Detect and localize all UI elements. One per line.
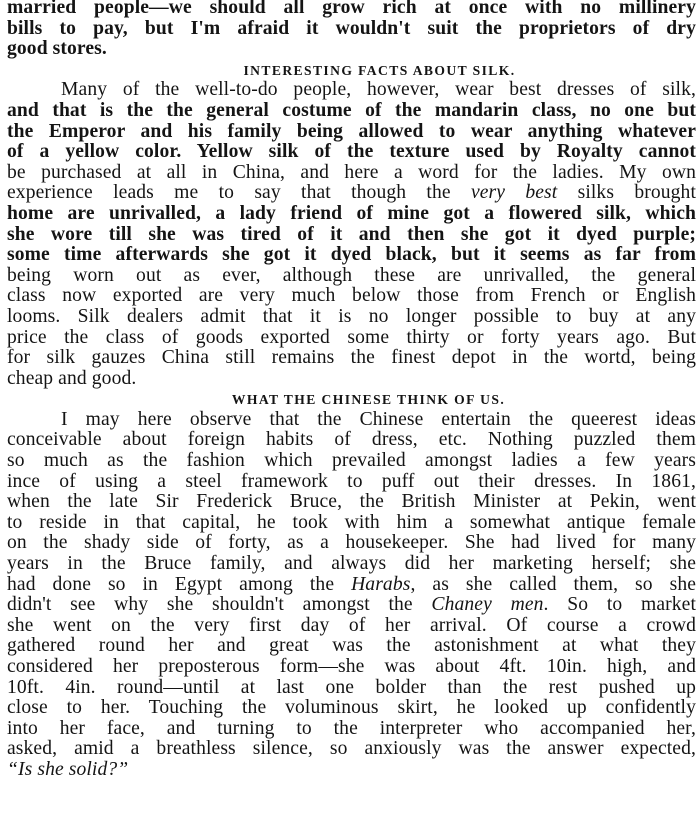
- text-line: when the late Sir Frederick Bruce, the British Minister at Pekin, went: [7, 491, 696, 513]
- text-line: be purchased at all in China, and here a word for the ladies. My own: [7, 161, 696, 183]
- text-line: married people—we should all grow rich at once with no millinery: [7, 0, 696, 18]
- text-span: experience leads me to say that though the: [7, 182, 471, 204]
- text-line: she went on the very first day of her arrival. Of course a crowd: [7, 614, 696, 636]
- text-span: didn't see why she shouldn't amongst the: [7, 594, 432, 616]
- text-line: asked, amid a breathless silence, so anxiously was the answer expected,: [7, 738, 696, 760]
- emphasis-text: very best: [470, 182, 558, 204]
- text-line: good stores.: [7, 38, 107, 60]
- text-line: for silk gauzes China still remains the finest depot in the wortd, being: [7, 347, 696, 369]
- text-line: she wore till she was tired of it and then she got it dyed purple;: [7, 223, 696, 245]
- text-line: price the class of goods exported some thirty or forty years ago. But: [7, 326, 696, 348]
- text-line: being worn out as ever, although these are unrivalled, the general: [7, 264, 696, 286]
- text-line: into her face, and turning to the interpreter who accompanied her,: [7, 717, 696, 739]
- emphasis-text: Harabs: [351, 573, 411, 595]
- section-heading-silk: INTERESTING FACTS ABOUT SILK.: [243, 62, 516, 78]
- text-line: bills to pay, but I'm afraid it wouldn't suit the proprietors of dry: [7, 17, 696, 39]
- text-span: , as she called them, so she: [410, 573, 697, 595]
- paragraph-first-line: Many of the well-to-do people, however, wear best dresses of silk,: [61, 79, 696, 101]
- text-line: cheap and good.: [7, 367, 137, 389]
- text-line-with-emphasis: [7, 595, 696, 616]
- closing-quote: [7, 760, 696, 781]
- text-line: conceivable about foreign habits of dress, etc. Nothing puzzled them: [7, 429, 696, 451]
- text-span: silks brought: [557, 182, 696, 204]
- text-line: years in the Bruce family, and always did her marketing herself; she: [7, 553, 696, 575]
- text-line: gathered round her and great was the astonishment at what they: [7, 635, 696, 657]
- text-span: had done so in Egypt among the: [7, 573, 352, 595]
- text-line: close to her. Touching the voluminous skirt, he looked up confidently: [7, 697, 696, 719]
- text-line-with-emphasis: [7, 183, 696, 204]
- text-line: on the shady side of forty, as a housekeeper. She had lived for many: [7, 532, 696, 554]
- paragraph-first-line: I may here observe that the Chinese entertain the queerest ideas: [61, 408, 696, 430]
- text-line: 10ft. 4in. round—until at last one bolder than the rest pushed up: [7, 676, 696, 698]
- text-line: the Emperor and his family being allowed to wear anything whatever: [7, 120, 696, 142]
- section-heading-chinese: WHAT THE CHINESE THINK OF US.: [231, 392, 506, 408]
- text-line: some time afterwards she got it dyed black, but it seems as far from: [7, 244, 696, 266]
- text-line: ince of using a steel framework to puff out their dresses. In 1861,: [7, 470, 696, 492]
- emphasis-text: Chaney men: [431, 594, 544, 616]
- text-line: so much as the fashion which prevailed amongst ladies a few years: [7, 450, 696, 472]
- text-span: . So to market: [543, 594, 696, 616]
- text-line: and that is the the general costume of the mandarin class, no one but: [7, 99, 696, 121]
- text-line: to reside in that capital, he took with him a somewhat antique female: [7, 511, 696, 533]
- text-line: of a yellow color. Yellow silk of the texture used by Royalty cannot: [7, 141, 696, 163]
- text-line-with-emphasis: [7, 575, 696, 596]
- emphasis-text: “Is she solid?”: [7, 758, 129, 780]
- text-line: home are unrivalled, a lady friend of mine got a flowered silk, which: [7, 202, 696, 224]
- text-line: considered her preposterous form—she was about 4ft. 10in. high, and: [7, 656, 696, 677]
- text-line: class now exported are very much below those from French or English: [7, 285, 696, 307]
- text-line: looms. Silk dealers admit that it is no longer possible to buy at any: [7, 305, 696, 327]
